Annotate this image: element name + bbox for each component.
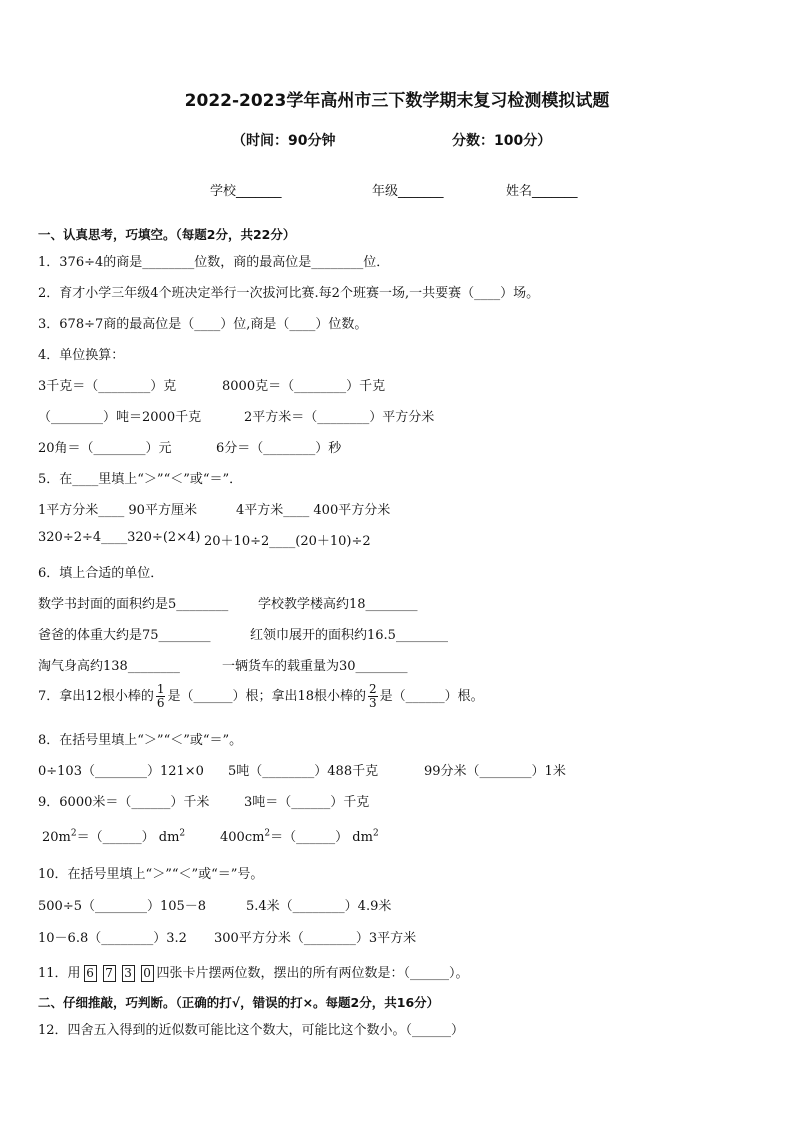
page-title: 2022-2023学年高州市三下数学期末复习检测模拟试题 [184, 91, 610, 111]
question-3: 3．678÷7商的最高位是（____）位,商是（____）位数。 [38, 317, 368, 332]
grade-field: 年级_______ [372, 184, 444, 199]
question-5-item: 1平方分米____ 90平方厘米 [38, 503, 197, 518]
question-9-item: 9．6000米＝（______）千米 [38, 795, 210, 810]
question-5-label: 5．在____里填上“＞”“＜”或“＝”． [38, 472, 243, 487]
question-4-item: 2平方米＝（________）平方分米 [244, 410, 435, 425]
fraction-two-thirds: $\frac{2}{3}$ [369, 682, 377, 710]
question-8-item: 5吨（________）488千克 [228, 764, 379, 779]
name-field: 姓名_______ [506, 184, 578, 199]
question-10-item: 500÷5（________）105－8 [38, 899, 207, 914]
question-5-item: 4平方米____ 400平方分米 [236, 503, 391, 518]
question-4-item: 3千克＝（________）克 [38, 379, 177, 394]
question-5-item: 20＋10÷2____(20＋10)÷2 [204, 534, 371, 549]
question-7 [38, 683, 484, 710]
question-6-item: 爸爸的体重大约是75________ [38, 628, 211, 643]
question-7-text: 是（______）根。 [379, 689, 484, 704]
question-5-item: 320÷2÷4____320÷(2×4) [38, 530, 201, 545]
digit-card: 0 [141, 965, 154, 982]
question-9-item: $400cm^2=(\_\_\_\_\_\_)$ $dm^2$ [220, 828, 379, 845]
question-10-item: 10－6.8（________）3.2 [38, 931, 187, 946]
question-4-item: （________）吨＝2000千克 [38, 410, 202, 425]
school-field: 学校_______ [210, 184, 282, 199]
digit-card: 7 [103, 965, 116, 982]
question-8-label: 8．在括号里填上“＞”“＜”或“＝”。 [38, 733, 243, 748]
question-10-label: 10．在括号里填上“＞”“＜”或“＝”号。 [38, 867, 264, 882]
question-4-label: 4．单位换算： [38, 348, 125, 363]
question-4-item: 6分＝（________）秒 [216, 441, 342, 456]
section-heading-2: 二、仔细推敲，巧判断。（正确的打√，错误的打×。每题2分，共16分） [38, 995, 440, 1010]
fraction-one-sixth: $\frac{1}{6}$ [156, 682, 165, 710]
section-heading-1: 一、认真思考，巧填空。（每题2分，共22分） [38, 227, 296, 242]
question-8-item: 99分米（________）1米 [424, 764, 566, 779]
question-6-item: 一辆货车的载重量为30________ [222, 659, 408, 674]
question-6-label: 6．填上合适的单位． [38, 566, 164, 581]
question-6-item: 淘气身高约138________ [38, 659, 180, 674]
question-4-item: 8000克＝（________）千克 [222, 379, 386, 394]
question-12: 12．四舍五入得到的近似数可能比这个数大，可能比这个数小。（______） [38, 1023, 465, 1038]
digit-card: 3 [122, 965, 135, 982]
question-8-item: 0÷103（________）121×0 [38, 764, 204, 779]
exam-time: （时间：90分钟 [232, 133, 336, 149]
question-11: 11．用 6 7 3 0 四张卡片摆两位数，摆出的所有两位数是：（______）。 [38, 966, 469, 981]
question-6-item: 红领巾展开的面积约16.5________ [250, 628, 448, 643]
question-6-item: 数学书封面的面积约是5________ [38, 597, 229, 612]
question-2: 2．育才小学三年级4个班决定举行一次拔河比赛.每2个班赛一场,一共要赛（____）场。 [38, 286, 540, 301]
question-6-item: 学校教学楼高约18________ [258, 597, 418, 612]
question-1: 1．376÷4的商是________位数，商的最高位是________位． [38, 255, 390, 270]
question-9-item: $20m^2=(\_\_\_\_\_\_)$ $dm^2$ [42, 828, 186, 845]
digit-card: 6 [84, 965, 97, 982]
question-10-item: 5.4米（________）4.9米 [246, 899, 392, 914]
question-7-text: 7．拿出12根小棒的 [38, 689, 154, 704]
question-7-text: 是（______）根；拿出18根小棒的 [167, 689, 367, 704]
question-4-item: 20角＝（________）元 [38, 441, 172, 456]
exam-score: 分数：100分） [452, 133, 552, 149]
question-10-item: 300平方分米（________）3平方米 [214, 931, 417, 946]
question-9-item: 3吨＝（______）千克 [244, 795, 370, 810]
